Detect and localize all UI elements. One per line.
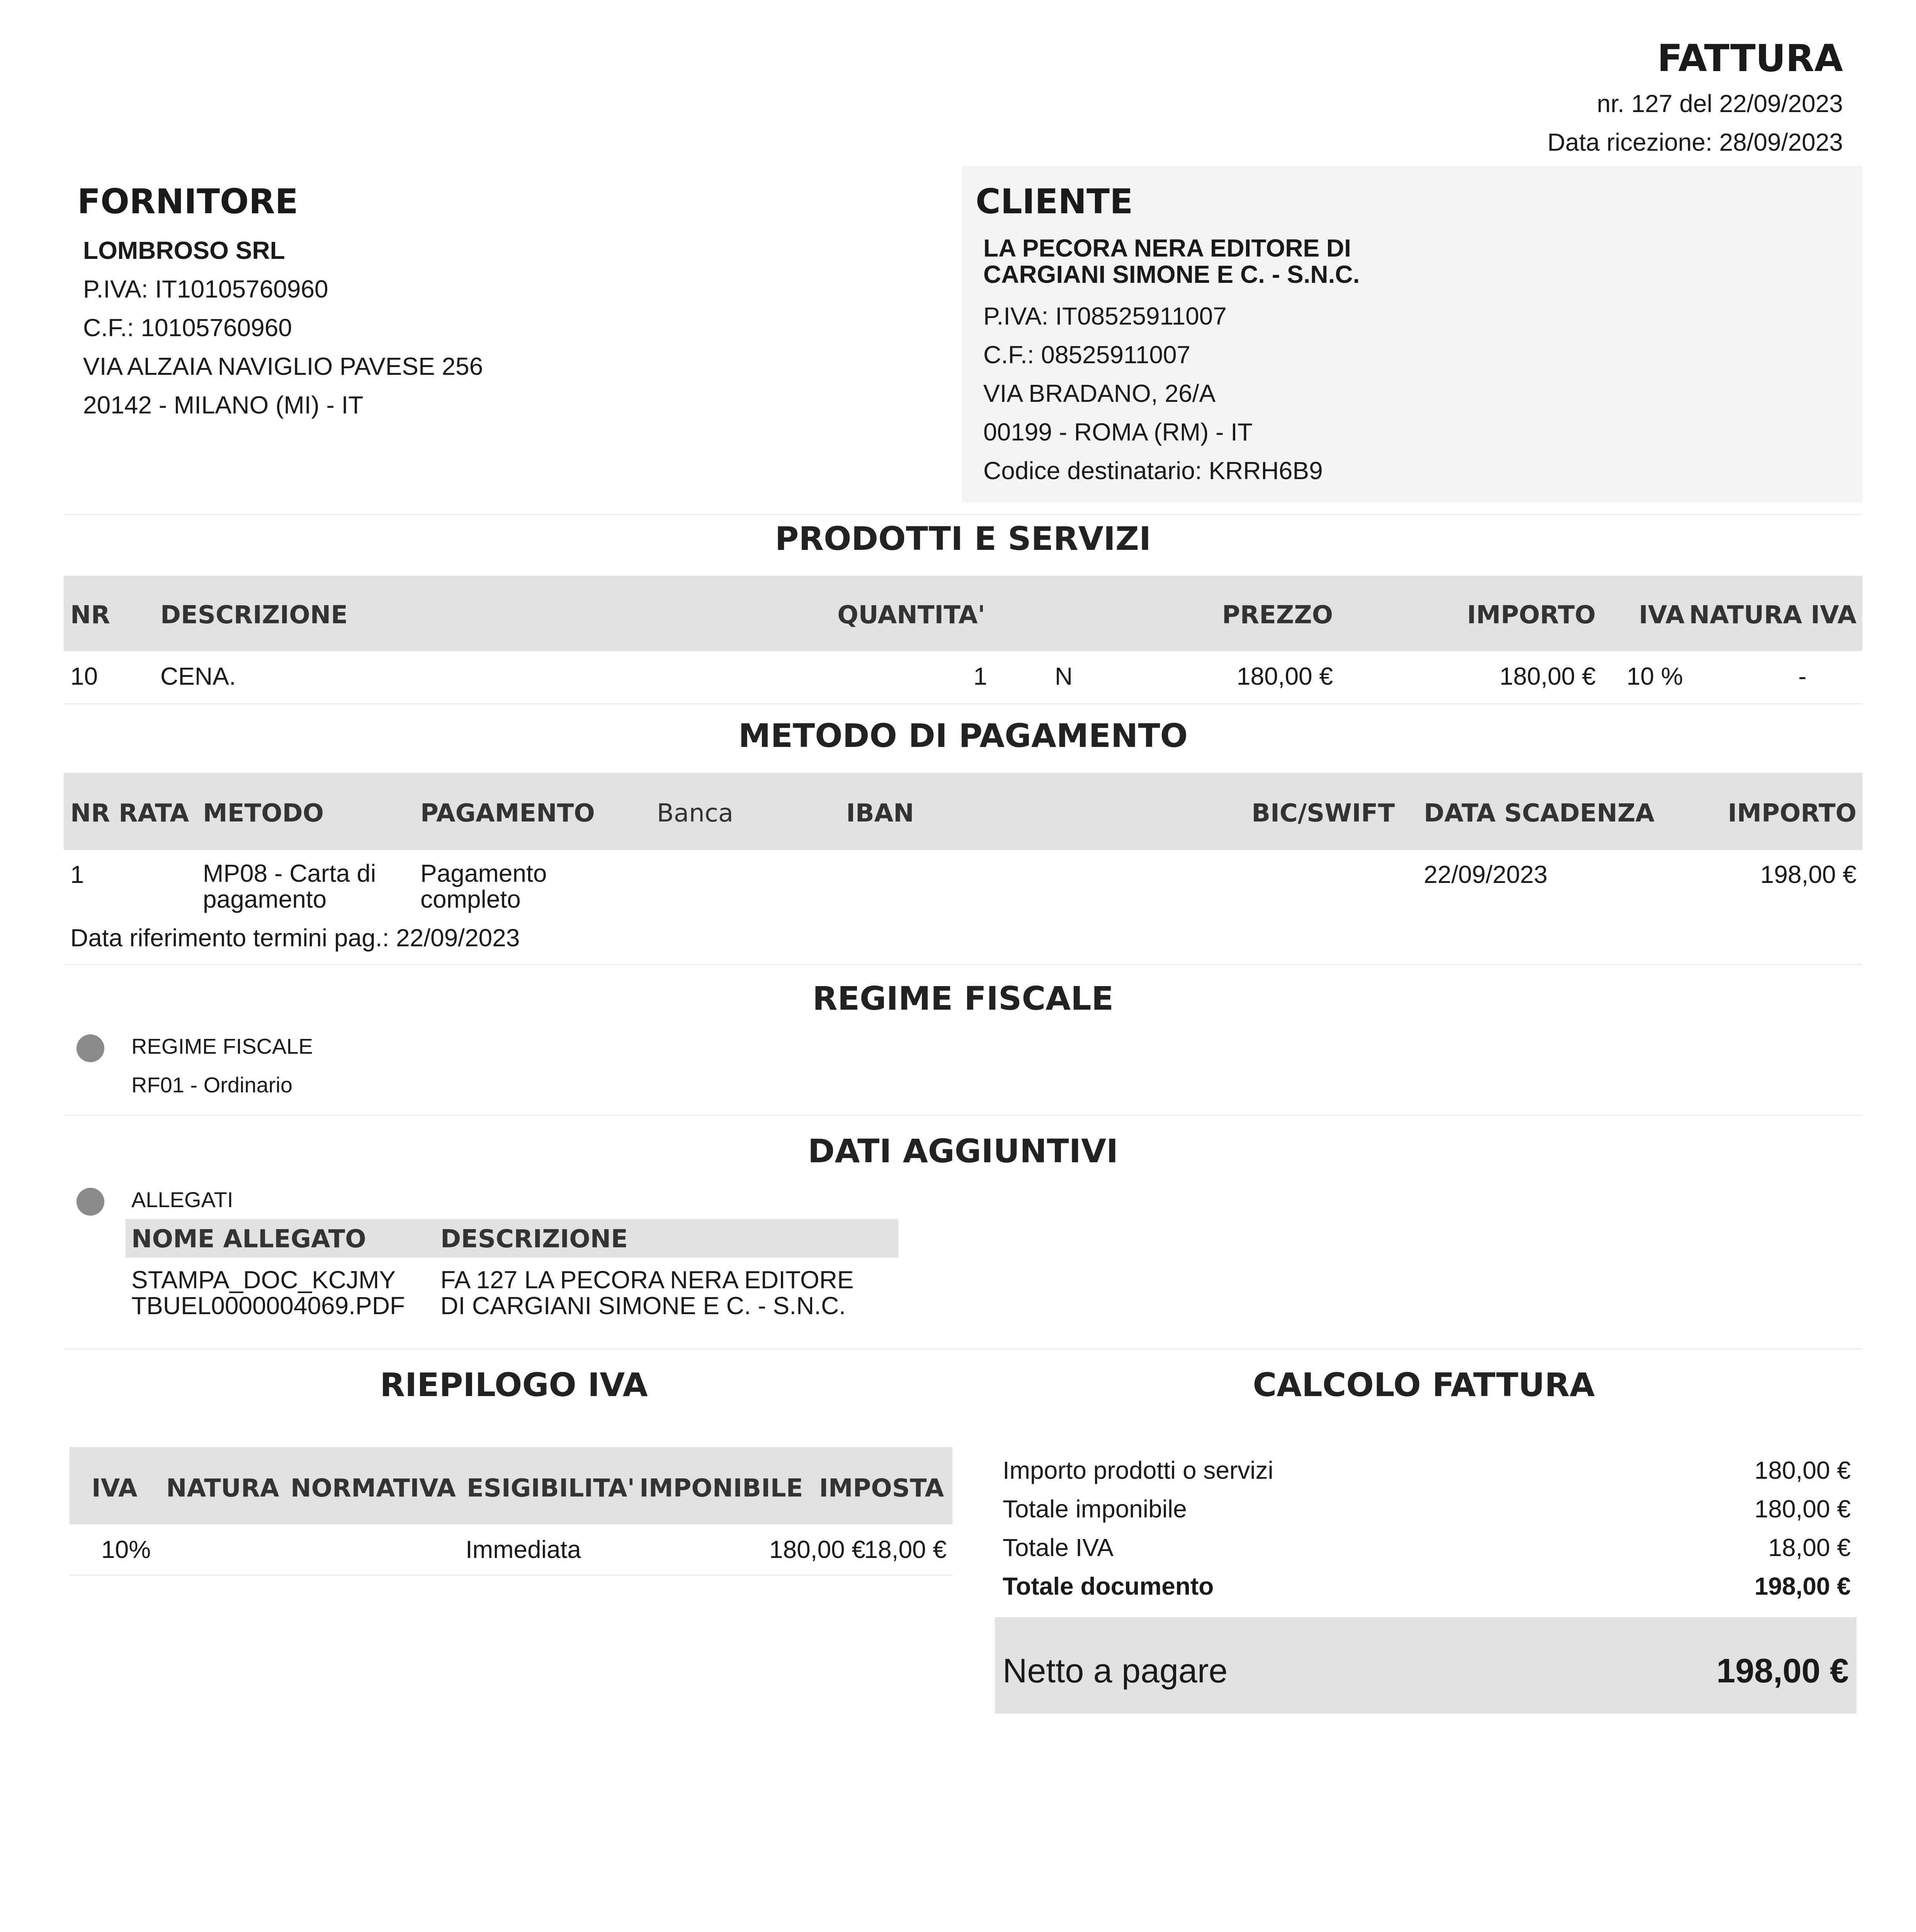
divider: [70, 1575, 952, 1576]
row-importo-pagamento: 198,00 €: [1760, 861, 1856, 888]
supplier-piva: P.IVA: IT10105760960: [83, 275, 328, 303]
calc-label-iva: Totale IVA: [1003, 1534, 1114, 1561]
row-descrizione: CENA.: [160, 662, 236, 690]
bullet-icon: [77, 1034, 104, 1062]
divider: [64, 964, 1862, 965]
col-descrizione: DESCRIZIONE: [160, 601, 348, 629]
divider: [64, 703, 1862, 704]
supplier-name: LOMBROSO SRL: [83, 236, 285, 264]
fiscal-title: REGIME FISCALE: [812, 980, 1114, 1017]
col-iva: IVA: [1639, 601, 1685, 629]
client-name-line1: LA PECORA NERA EDITORE DI: [983, 234, 1351, 262]
divider: [64, 1115, 1862, 1116]
row-natura-iva: -: [1798, 662, 1807, 690]
row-quantita: 1: [973, 662, 987, 690]
col-metodo: METODO: [203, 799, 324, 828]
vat-row-esigibilita: Immediata: [466, 1536, 581, 1563]
row-unita: N: [1055, 662, 1073, 690]
attachment-name-line2: TBUEL0000004069.PDF: [131, 1292, 405, 1320]
col-vat-iva: IVA: [92, 1474, 138, 1503]
calc-value-iva: 18,00 €: [1768, 1534, 1851, 1561]
calc-value-importo: 180,00 €: [1754, 1456, 1851, 1484]
bullet-icon: [77, 1188, 104, 1216]
calc-value-totale: 198,00 €: [1754, 1572, 1851, 1600]
net-to-pay-label: Netto a pagare: [1003, 1651, 1228, 1690]
calc-label-importo: Importo prodotti o servizi: [1003, 1456, 1273, 1484]
supplier-title: FORNITORE: [77, 182, 298, 221]
vat-summary-title: RIEPILOGO IVA: [380, 1366, 648, 1404]
col-vat-esigibilita: ESIGIBILITA': [467, 1474, 635, 1503]
col-vat-imposta: IMPOSTA: [819, 1474, 944, 1503]
col-nome-allegato: NOME ALLEGATO: [131, 1225, 366, 1253]
payment-title: METODO DI PAGAMENTO: [738, 717, 1188, 755]
col-pagamento: PAGAMENTO: [420, 799, 595, 828]
col-vat-natura: NATURA: [166, 1474, 279, 1503]
client-block: [962, 166, 1862, 502]
client-name-line2: CARGIANI SIMONE E C. - S.N.C.: [983, 260, 1360, 288]
divider: [64, 514, 1862, 515]
vat-row-imposta: 18,00 €: [864, 1536, 947, 1563]
client-title: CLIENTE: [976, 182, 1133, 221]
row-importo: 180,00 €: [1499, 662, 1596, 690]
payment-reference-date: Data riferimento termini pag.: 22/09/2023: [70, 924, 520, 952]
additional-title: DATI AGGIUNTIVI: [808, 1132, 1119, 1170]
client-cf: C.F.: 08525911007: [983, 341, 1191, 369]
document-title: FATTURA: [1657, 37, 1843, 80]
fiscal-label: REGIME FISCALE: [131, 1034, 313, 1058]
col-descrizione-allegato: DESCRIZIONE: [440, 1225, 628, 1253]
vat-row-imponibile: 180,00 €: [769, 1536, 865, 1563]
row-nr: 10: [70, 662, 98, 690]
table-row: [70, 1524, 952, 1575]
row-pagamento-line2: completo: [420, 885, 521, 913]
attachment-name-line1: STAMPA_DOC_KCJMY: [131, 1266, 396, 1294]
calc-title: CALCOLO FATTURA: [1253, 1366, 1595, 1404]
invoice-number: nr. 127 del 22/09/2023: [1597, 90, 1843, 117]
col-iban: IBAN: [846, 799, 914, 828]
attachments-label: ALLEGATI: [131, 1187, 233, 1212]
row-metodo-line2: pagamento: [203, 885, 327, 913]
reception-date: Data ricezione: 28/09/2023: [1547, 128, 1843, 156]
supplier-block: [64, 166, 914, 506]
col-importo-pagamento: IMPORTO: [1727, 799, 1856, 828]
row-metodo-line1: MP08 - Carta di: [203, 859, 376, 887]
row-pagamento-line1: Pagamento: [420, 859, 547, 887]
col-bic: BIC/SWIFT: [1251, 799, 1395, 828]
col-vat-normativa: NORMATIVA: [291, 1474, 456, 1503]
supplier-city: 20142 - MILANO (MI) - IT: [83, 391, 364, 419]
net-to-pay-value: 198,00 €: [1716, 1651, 1849, 1690]
client-recipient-code: Codice destinatario: KRRH6B9: [983, 457, 1323, 485]
calc-label-totale: Totale documento: [1003, 1572, 1214, 1600]
client-piva: P.IVA: IT08525911007: [983, 302, 1227, 330]
col-importo: IMPORTO: [1467, 601, 1596, 629]
col-data-scadenza: DATA SCADENZA: [1424, 799, 1655, 828]
net-to-pay-box: [995, 1617, 1856, 1714]
col-prezzo: PREZZO: [1222, 601, 1333, 629]
col-natura-iva: NATURA IVA: [1689, 601, 1856, 629]
row-prezzo: 180,00 €: [1236, 662, 1333, 690]
row-data-scadenza: 22/09/2023: [1424, 861, 1548, 888]
supplier-address: VIA ALZAIA NAVIGLIO PAVESE 256: [83, 352, 483, 380]
row-nr-rata: 1: [70, 861, 84, 888]
col-nr-rata: NR RATA: [70, 799, 189, 828]
client-city: 00199 - ROMA (RM) - IT: [983, 418, 1253, 446]
calc-value-imponibile: 180,00 €: [1754, 1495, 1851, 1523]
attachment-desc-line2: DI CARGIANI SIMONE E C. - S.N.C.: [440, 1292, 846, 1320]
products-title: PRODOTTI E SERVIZI: [775, 520, 1151, 558]
col-quantita: QUANTITA': [837, 601, 985, 629]
col-nr: NR: [70, 601, 110, 629]
table-row: [64, 850, 1862, 951]
calc-label-imponibile: Totale imponibile: [1003, 1495, 1187, 1523]
attachment-desc-line1: FA 127 LA PECORA NERA EDITORE: [440, 1266, 854, 1294]
supplier-cf: C.F.: 10105760960: [83, 314, 292, 342]
row-iva: 10 %: [1627, 662, 1683, 690]
table-row: [64, 651, 1862, 703]
col-vat-imponibile: IMPONIBILE: [639, 1474, 803, 1503]
fiscal-value: RF01 - Ordinario: [131, 1073, 293, 1097]
col-banca: Banca: [657, 799, 734, 828]
vat-row-iva: 10%: [101, 1536, 151, 1563]
client-address: VIA BRADANO, 26/A: [983, 379, 1216, 407]
divider: [64, 1349, 1862, 1350]
